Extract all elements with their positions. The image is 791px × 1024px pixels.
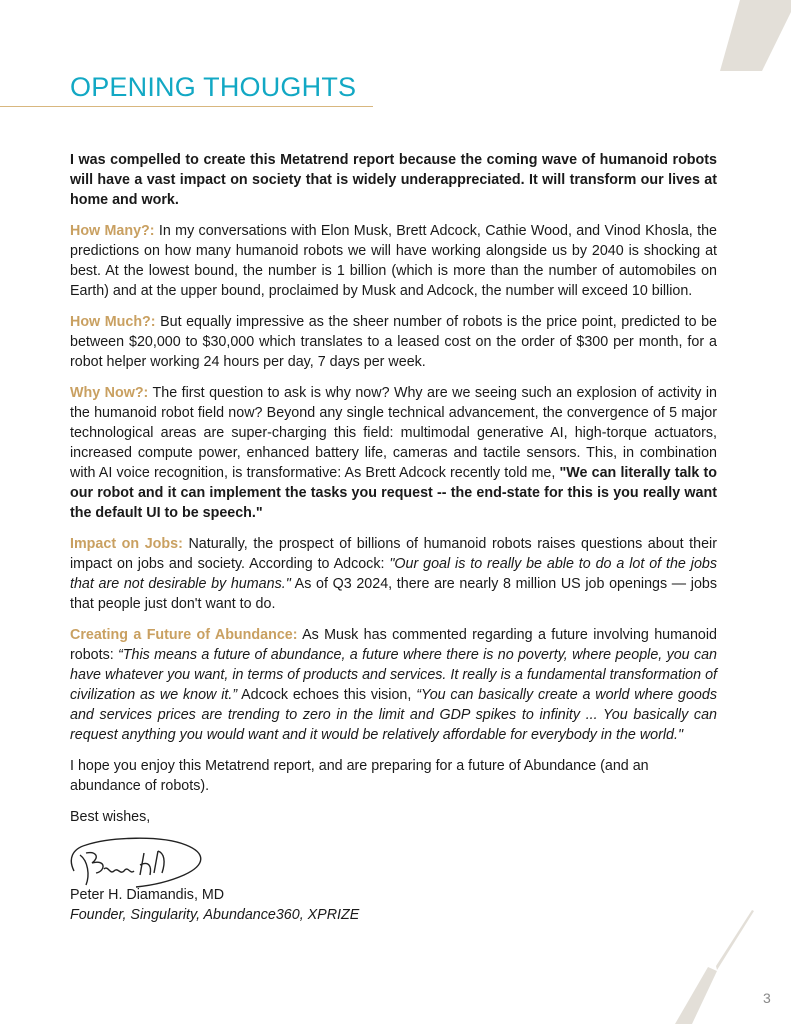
quote: "We can literally talk to our robot and it can implement the tasks you request -- the end-state for this is you really want the default UI to be speech."	[70, 465, 718, 521]
signature-icon	[66, 831, 216, 889]
section-why-now	[70, 383, 717, 523]
section-text: The first question to ask is why now? Why are we seeing such an explosion of activity in the humanoid robot field now? Beyond any single technical advancement, the convergence of 5 major technological areas are super-charging this field: multimodal generative AI, high-torque actuators, increased compute power, enhanced battery life, cameras and tactile sensors. This, in combination with AI voice recognition, is transformative: As Brett Adcock recently told me,	[70, 385, 717, 481]
decorative-slash-top	[0, 0, 791, 80]
section-how-much	[70, 312, 717, 372]
section-text: In my conversations with Elon Musk, Brett Adcock, Cathie Wood, and Vinod Khosla, the predictions on how many humanoid robots we will have working alongside us by 2040 is shocking at best. At the lowest bound, the number is 1 billion (which is more than the number of automobiles on Earth) and at the upper bound, proclaimed by Musk and Adcock, the number will exceed 10 billion.	[70, 223, 717, 299]
quote: “This means a future of abundance, a future where there is no poverty, where people, you can have whatever you want, in terms of products and services. It really is a fundamental transformation of civilization as we know it.”	[70, 647, 717, 703]
author-role: Founder, Singularity, Abundance360, XPRIZE	[70, 907, 360, 923]
section-label: Creating a Future of Abundance:	[70, 627, 298, 643]
document-body	[70, 150, 717, 925]
signoff: Best wishes,	[70, 809, 151, 825]
section-future-of-abundance	[70, 625, 717, 745]
section-text: Naturally, the prospect of billions of humanoid robots raises questions about their impact on jobs and society. According to Adcock:	[70, 536, 717, 572]
author-name: Peter H. Diamandis, MD	[70, 887, 225, 903]
section-label: Why Now?:	[70, 385, 149, 401]
quote: “You can basically create a world where goods and services prices are trending to zero in the limit and GDP spikes to infinity ... You basically can request anything you would want and it would be relatively affordable for everybody in the world."	[70, 687, 717, 743]
section-how-many	[70, 221, 717, 301]
closing-paragraph: I hope you enjoy this Metatrend report, and are preparing for a future of Abundance (and an abundance of robots).	[70, 758, 649, 794]
section-text: As Musk has commented regarding a future involving humanoid robots:	[70, 627, 718, 663]
section-text: But equally impressive as the sheer number of robots is the price point, predicted to be between $20,000 to $30,000 which translates to a leased cost on the order of $300 per month, for a robot helper working 24 hours per day, 7 days per week.	[70, 314, 717, 370]
page-number: 3	[763, 990, 771, 1006]
section-impact-on-jobs	[70, 534, 717, 614]
title-underline	[0, 106, 373, 107]
page-title: OPENING THOUGHTS	[70, 72, 357, 102]
signature-block	[70, 831, 717, 925]
section-text-after: Adcock echoes this vision,	[237, 687, 417, 703]
section-label: Impact on Jobs:	[70, 536, 183, 552]
section-label: How Much?:	[70, 314, 156, 330]
section-label: How Many?:	[70, 223, 155, 239]
quote: "Our goal is to really be able to do a lot of the jobs that are not desirable by humans."	[70, 556, 717, 592]
intro-paragraph: I was compelled to create this Metatrend report because the coming wave of humanoid robots will have a vast impact on society that is widely underappreciated. It will transform our lives at home and work.	[70, 152, 717, 208]
section-text-after: As of Q3 2024, there are nearly 8 million US job openings — jobs that people just don't want to do.	[70, 576, 717, 612]
